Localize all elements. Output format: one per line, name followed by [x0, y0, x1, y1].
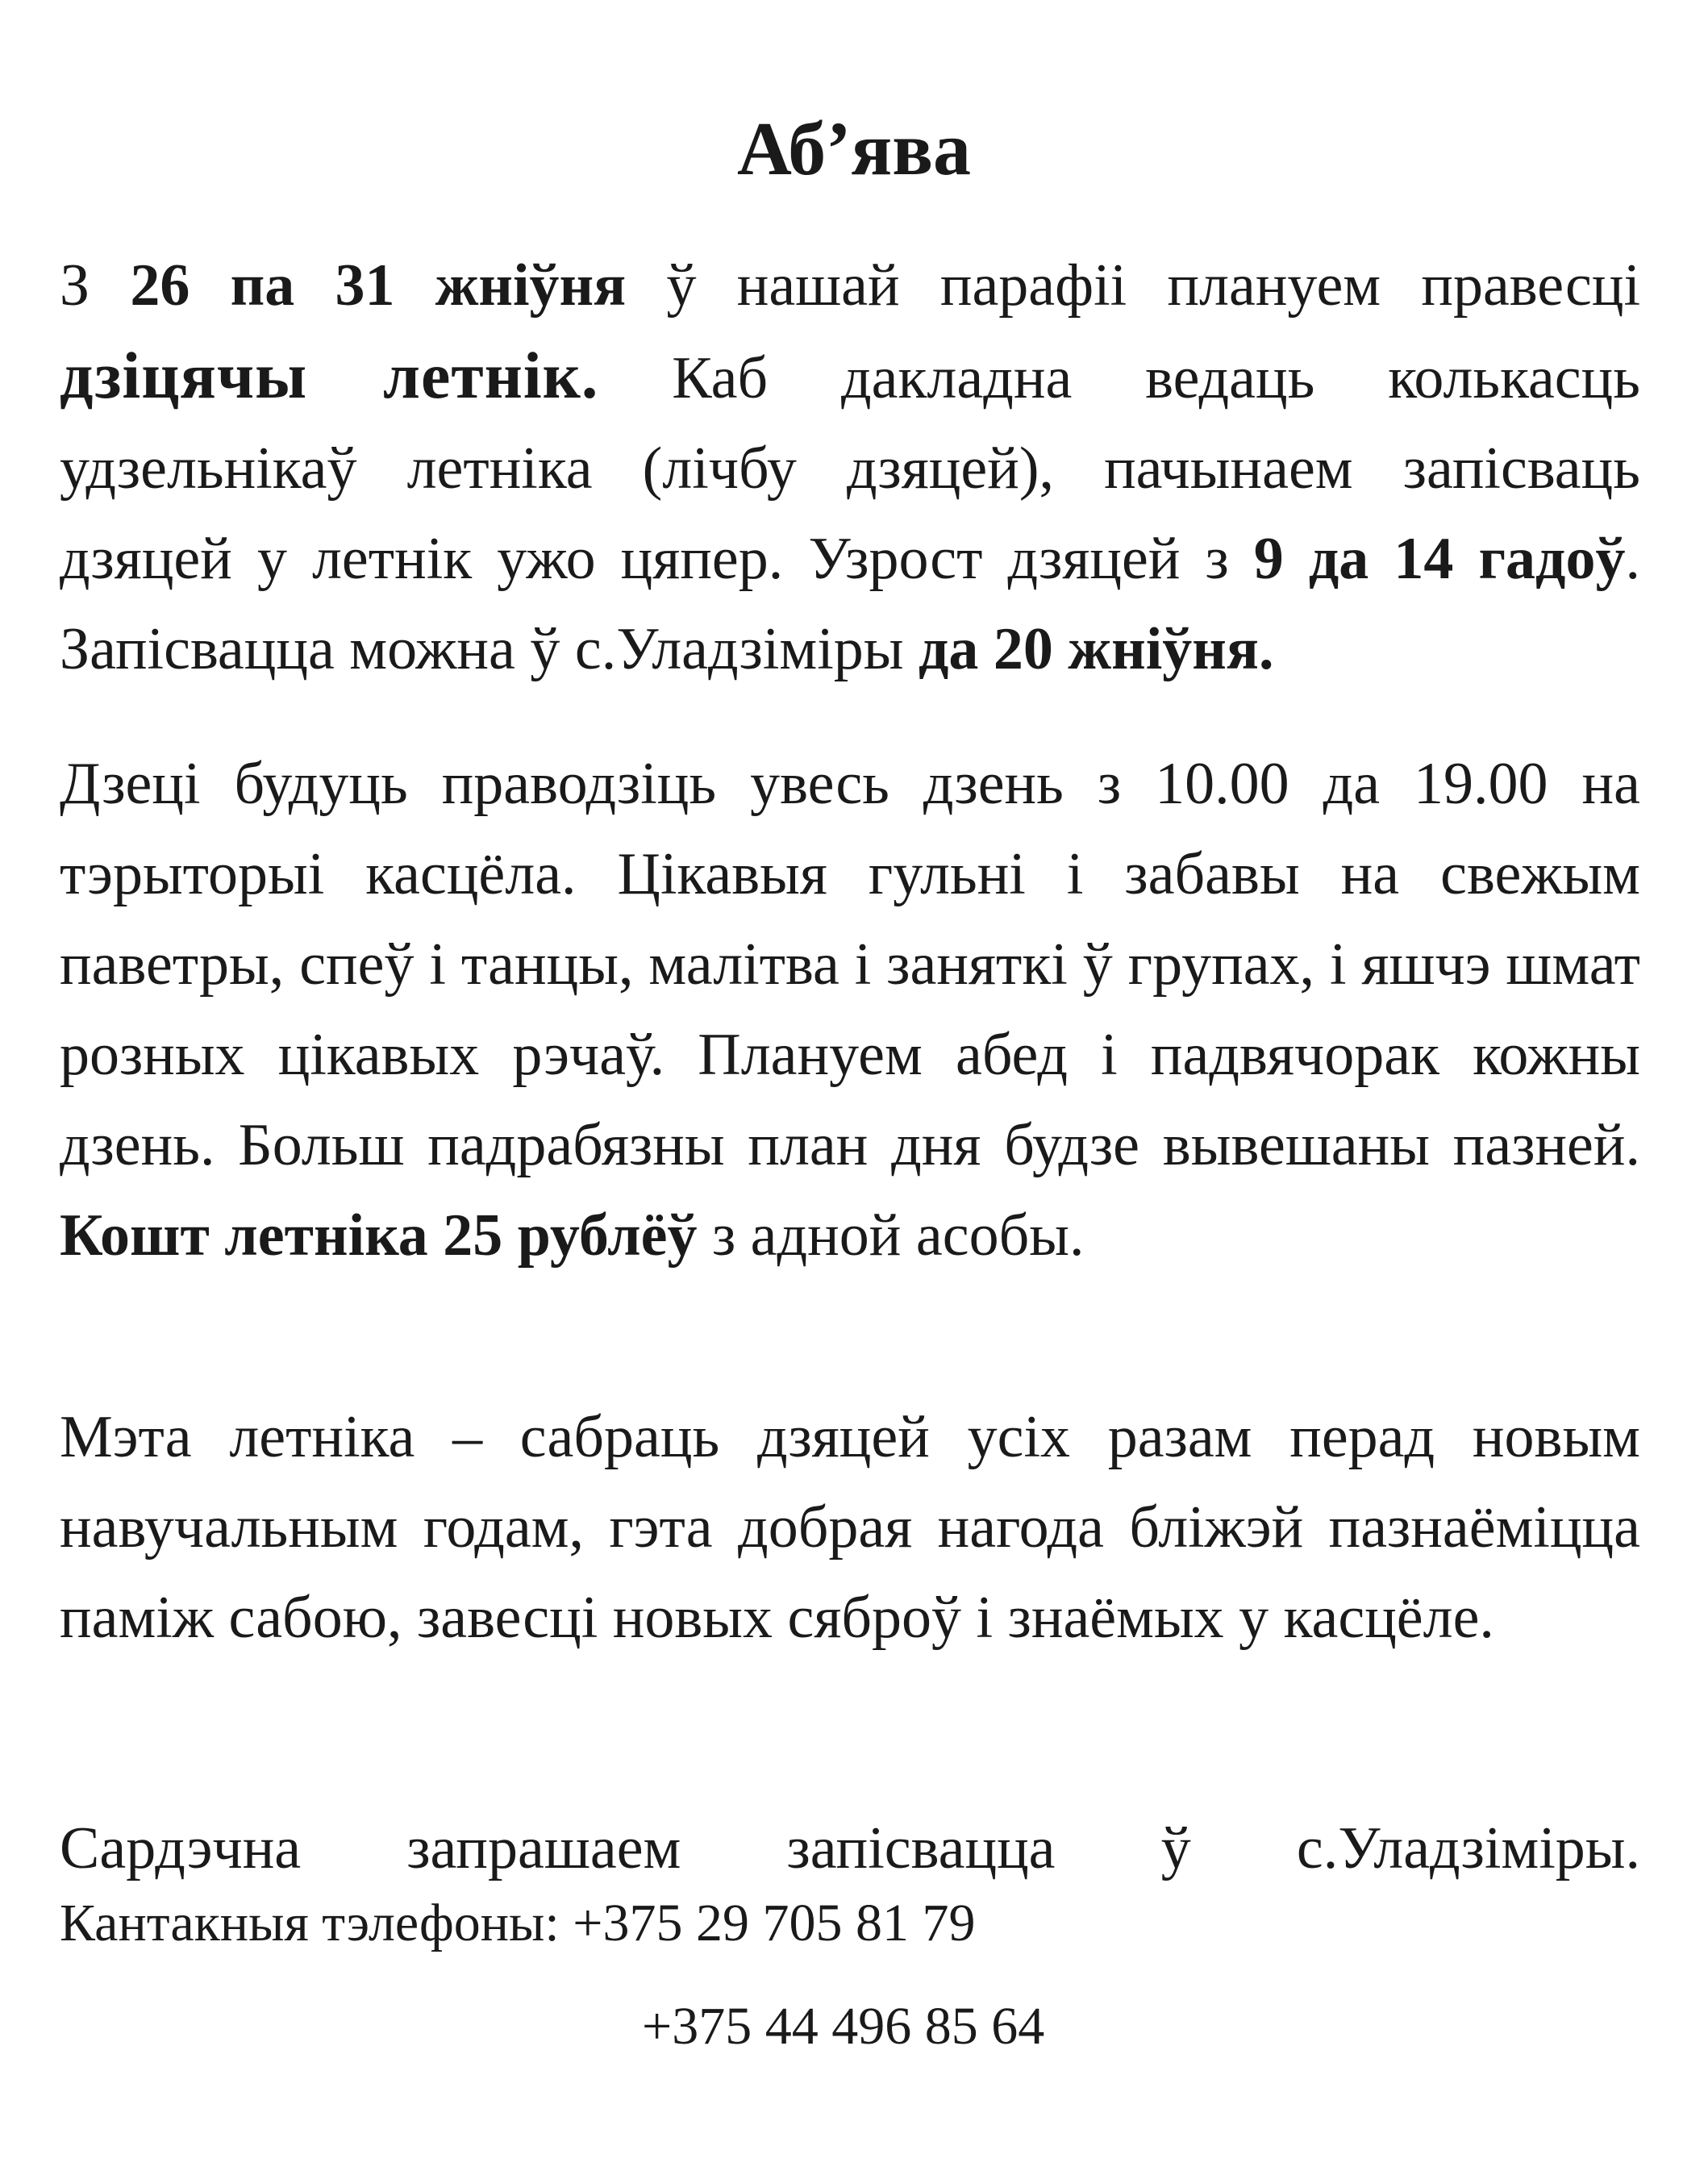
- announcement-title: Аб’ява: [736, 107, 972, 191]
- text-segment: з адной асобы.: [697, 1202, 1085, 1269]
- contact-phones: Кантакныя тэлефоны: +375 29 705 81 79: [60, 1894, 976, 1952]
- text-segment: . Запісвацца можна ў с.Уладзіміры: [60, 526, 1640, 682]
- camp-name: дзіцячы летнік.: [60, 339, 599, 412]
- text-segment: Каб дакладна ведаць колькасць удзельнікаў летніка (лічбу дзяцей), пачынаем запісваць дзяцей у летнік ужо цяпер. Узрост дзяцей з: [60, 345, 1640, 592]
- text-segment: ў нашай парафіі плануем правесці: [626, 252, 1641, 319]
- camp-dates: 26 па 31 жніўня: [130, 252, 627, 319]
- age-range: 9 да 14 гадоў: [1253, 526, 1626, 592]
- camp-price: Кошт летніка 25 рублёў: [60, 1202, 698, 1269]
- text-segment: Мэта летніка – сабраць дзяцей усіх разам перад новым навучальным годам, гэта добрая нагода бліжэй пазнаёміцца паміж сабою, завесці новых сяброў і знаёмых у касцёле.: [60, 1404, 1640, 1651]
- text-segment: З: [60, 252, 131, 319]
- text-segment: Сардэчна запрашаем запісвацца ў с.Уладзіміры.: [60, 1815, 1640, 1881]
- paragraph-camp-dates: [60, 240, 1640, 694]
- paragraph-camp-schedule: [60, 739, 1640, 1281]
- paragraph-invitation: [60, 1803, 1640, 1894]
- text-segment: Дзеці будуць праводзіць увесь дзень з 10.00 да 19.00 на тэрыторыі касцёла. Цікавыя гульні і забавы на свежым паветры, спеў і танцы, малітва і заняткі ў групах, і яшчэ шмат розных цікавых рэчаў. Плануем абед і падвячорак кожны дзень. Больш падрабязны план дня будзе вывешаны пазней.: [60, 751, 1640, 1178]
- registration-deadline: да 20 жніўня.: [918, 616, 1274, 682]
- contact-phone-second: +375 44 496 85 64: [642, 1997, 1045, 2056]
- paragraph-camp-goal: [60, 1392, 1640, 1663]
